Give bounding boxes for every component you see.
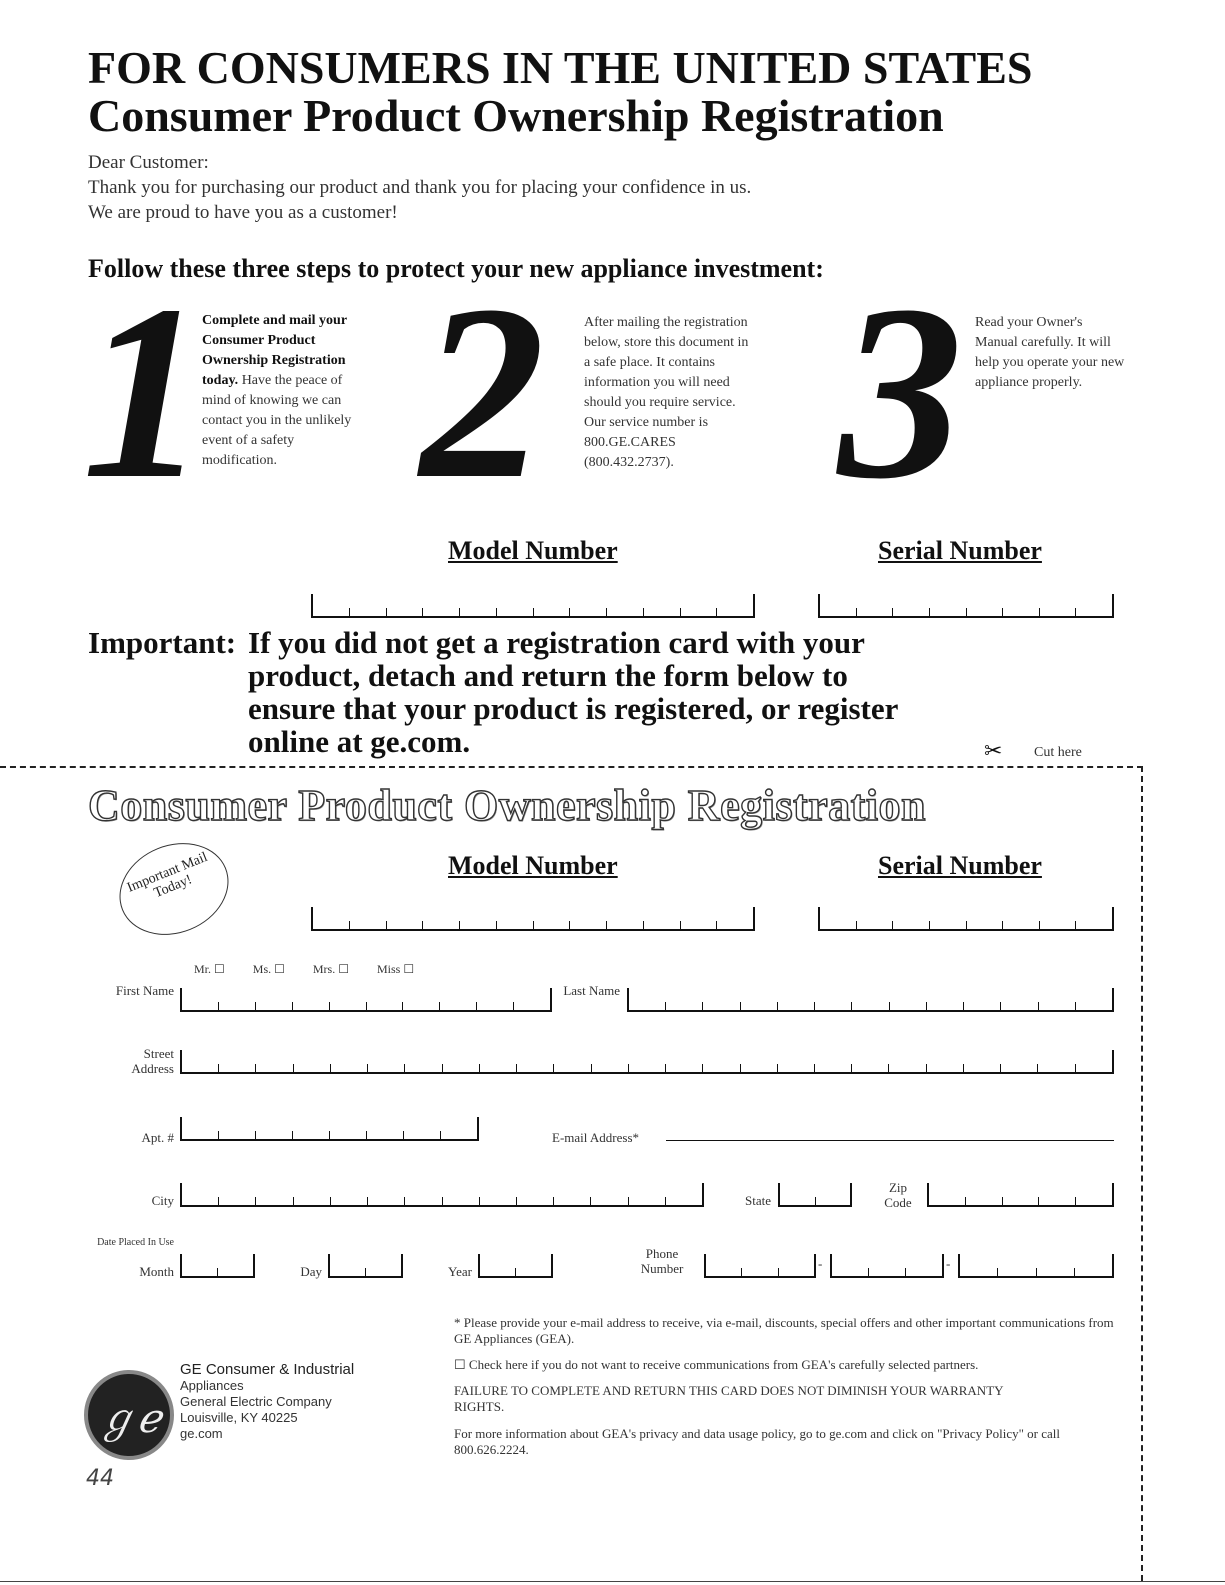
email-note: * Please provide your e-mail address to receive, via e-mail, discounts, special offers and other important communications from GE Appliances (GEA). xyxy=(454,1315,1114,1346)
intro-line-2: We are proud to have you as a customer! xyxy=(88,202,398,223)
email-field[interactable] xyxy=(666,1140,1114,1141)
important-line-3: ensure that your product is registered, or register xyxy=(248,691,899,726)
title-mr[interactable]: Mr. ☐ xyxy=(194,962,225,976)
day-field[interactable] xyxy=(328,1254,403,1278)
street-address-label: Street Address xyxy=(131,1046,174,1076)
bottom-rule xyxy=(0,1581,1225,1582)
form-serial-number-field[interactable] xyxy=(818,907,1114,931)
step-3-number: 3 xyxy=(838,254,963,531)
last-name-field[interactable] xyxy=(627,988,1114,1012)
step-1-body: Have the peace of mind of knowing we can contact you in the unlikely event of a safety modification. xyxy=(202,373,352,468)
form-serial-number-label: Serial Number xyxy=(878,851,1042,880)
company-line-4: ge.com xyxy=(180,1426,223,1441)
apt-field[interactable] xyxy=(180,1117,479,1141)
phone-separator-1: - xyxy=(818,1256,823,1271)
opt-out-checkbox[interactable]: ☐ xyxy=(454,1357,466,1372)
ge-logo: ℊℯ xyxy=(84,1370,174,1460)
city-field[interactable] xyxy=(180,1183,704,1207)
year-field[interactable] xyxy=(478,1254,553,1278)
steps-title: Follow these three steps to protect your new appliance investment: xyxy=(88,254,824,283)
zip-code-label: Zip Code xyxy=(884,1180,912,1210)
failure-notice: FAILURE TO COMPLETE AND RETURN THIS CARD DOES NOT DIMINISH YOUR WARRANTY RIGHTS. xyxy=(454,1383,1004,1414)
company-name: GE Consumer & Industrial xyxy=(180,1361,355,1378)
phone-separator-2: - xyxy=(946,1256,951,1271)
form-model-number-field[interactable] xyxy=(311,907,755,931)
heading-registration: Consumer Product Ownership Registration xyxy=(88,90,944,141)
street-address-field[interactable] xyxy=(180,1050,1114,1074)
phone-prefix-field[interactable] xyxy=(830,1254,944,1278)
phone-area-code-field[interactable] xyxy=(704,1254,816,1278)
step-3-text: Read your Owner's Manual carefully. It will help you operate your new appliance properly. xyxy=(975,315,1125,390)
apt-label: Apt. # xyxy=(141,1130,174,1145)
email-label: E-mail Address* xyxy=(552,1130,640,1145)
first-name-label: First Name xyxy=(115,983,174,998)
year-label: Year xyxy=(448,1264,472,1279)
month-label: Month xyxy=(139,1264,174,1279)
title-ms[interactable]: Ms. ☐ xyxy=(252,962,285,976)
cut-line-vertical xyxy=(1141,766,1143,1581)
state-label: State xyxy=(745,1193,771,1208)
company-line-2: General Electric Company xyxy=(180,1394,332,1409)
state-field[interactable] xyxy=(778,1183,852,1207)
important-seal: Important Mail Today! xyxy=(106,827,243,951)
last-name-label: Last Name xyxy=(563,983,620,998)
model-number-field[interactable] xyxy=(311,594,755,618)
important-lead: Important: xyxy=(88,625,237,660)
title-options xyxy=(194,962,414,977)
serial-number-label: Serial Number xyxy=(878,536,1042,565)
important-line-2: product, detach and return the form below to xyxy=(248,658,848,693)
privacy-notice: For more information about GEA's privacy and data usage policy, go to ge.com and click on "Privacy Policy" or call 800.626.2224. xyxy=(454,1426,1060,1457)
title-miss[interactable]: Miss ☐ xyxy=(377,962,415,976)
title-mrs[interactable]: Mrs. ☐ xyxy=(312,962,349,976)
city-label: City xyxy=(151,1193,174,1208)
company-line-1: Appliances xyxy=(180,1378,244,1393)
cut-here-label: Cut here xyxy=(1034,745,1082,760)
greeting: Dear Customer: xyxy=(88,152,209,173)
company-line-3: Louisville, KY 40225 xyxy=(180,1410,298,1425)
heading-consumers: FOR CONSUMERS IN THE UNITED STATES xyxy=(88,42,1033,93)
zip-code-field[interactable] xyxy=(927,1183,1114,1207)
page-number: 44 xyxy=(86,1466,114,1491)
phone-number-label: Phone Number xyxy=(640,1246,684,1276)
step-1-bold: Complete and mail your Consumer Product Ownership Registration today. xyxy=(202,313,347,388)
phone-line-field[interactable] xyxy=(958,1254,1114,1278)
important-line-4: online at ge.com. xyxy=(248,724,471,759)
model-number-label: Model Number xyxy=(448,536,618,565)
month-field[interactable] xyxy=(180,1254,255,1278)
cut-line-horizontal xyxy=(0,766,1143,768)
first-name-field[interactable] xyxy=(180,988,552,1012)
step-1-number: 1 xyxy=(82,254,207,531)
step-2-text: After mailing the registration below, store this document in a safe place. It contains information you will need should you require service. Our service number is 800.GE.CARES (800.432.2737). xyxy=(584,315,749,470)
day-label: Day xyxy=(300,1264,322,1279)
opt-out-text: Check here if you do not want to receive communications from GEA's carefully selected partners. xyxy=(468,1357,979,1372)
company-block xyxy=(180,1362,354,1442)
important-line-1: If you did not get a registration card with your xyxy=(248,625,865,660)
step-1-text xyxy=(202,311,372,471)
scissors-icon: ✂ xyxy=(984,738,1003,763)
serial-number-field[interactable] xyxy=(818,594,1114,618)
form-title: Consumer Product Ownership Registration xyxy=(88,781,926,830)
form-model-number-label: Model Number xyxy=(448,851,618,880)
intro-line-1: Thank you for purchasing our product and thank you for placing your confidence in us. xyxy=(88,177,752,198)
opt-out-checkbox-row[interactable] xyxy=(454,1357,1134,1373)
date-placed-label: Date Placed In Use xyxy=(97,1237,174,1248)
step-2-number: 2 xyxy=(420,254,545,531)
